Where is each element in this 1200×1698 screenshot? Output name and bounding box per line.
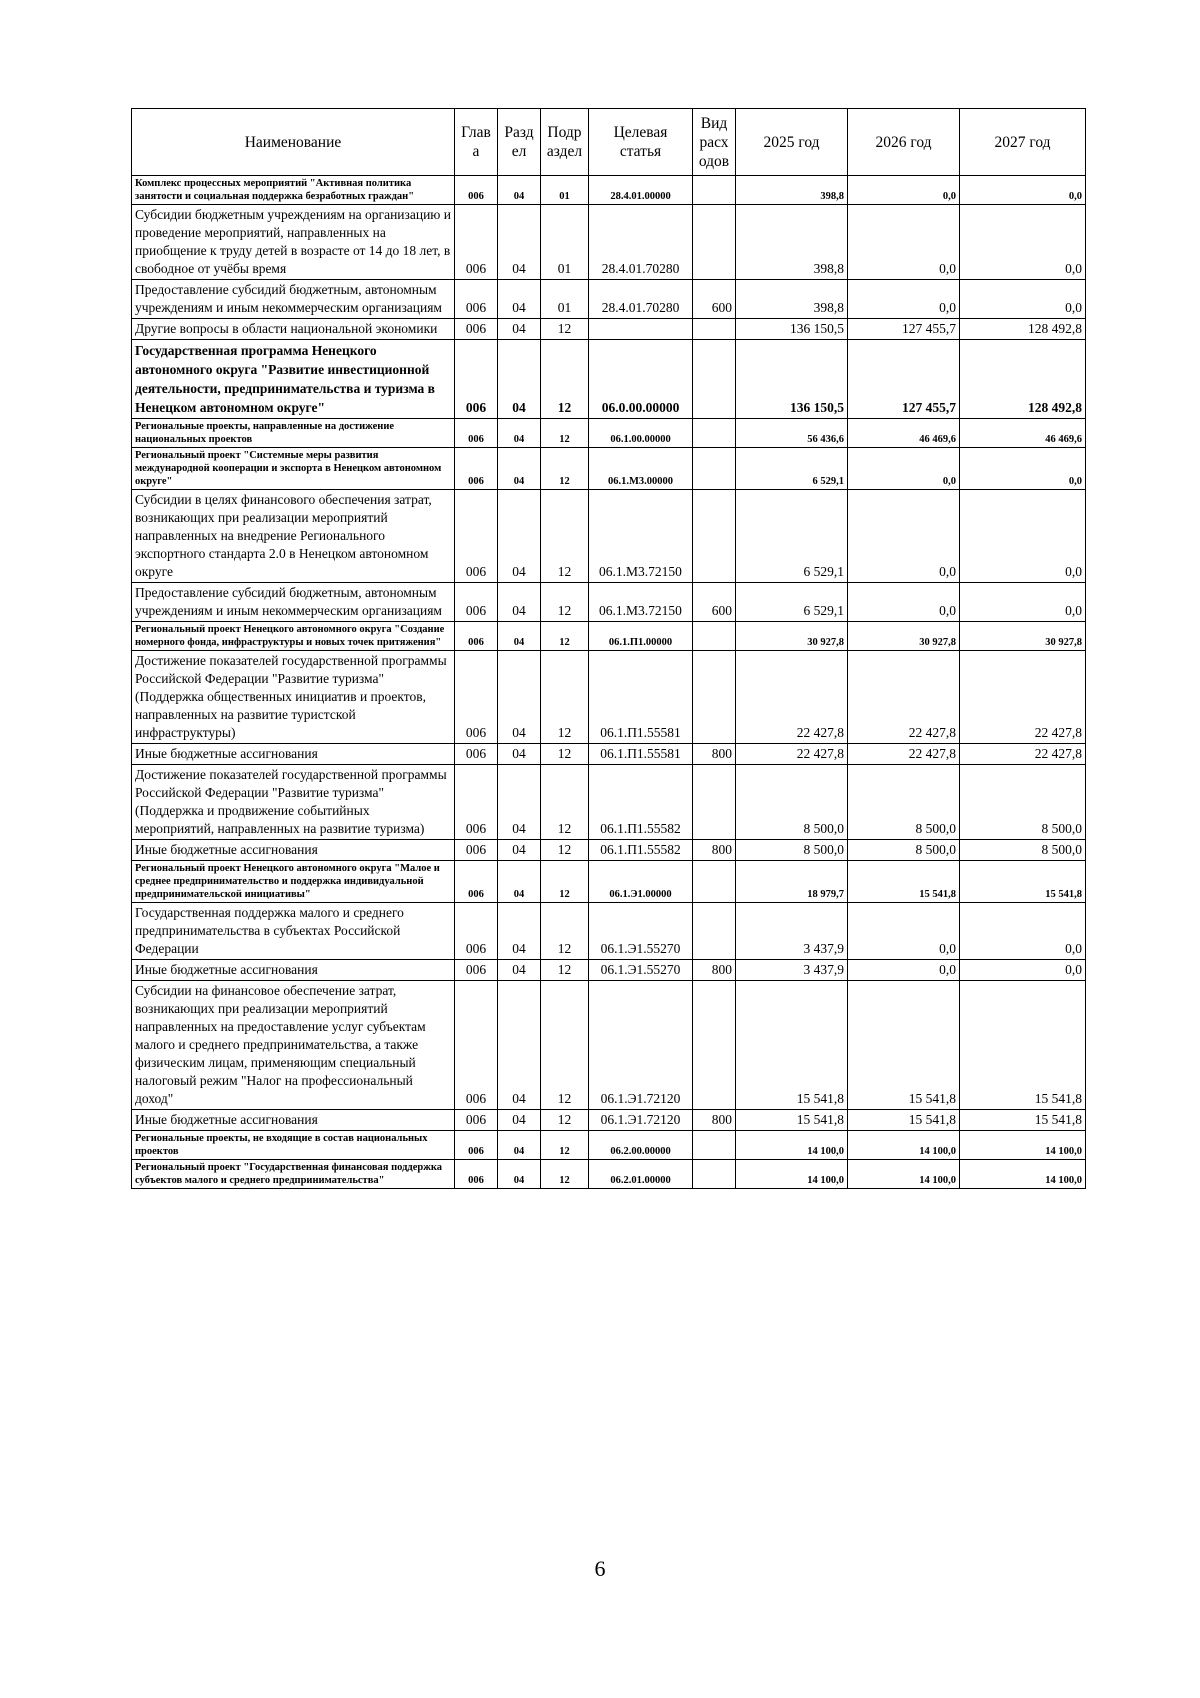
cell-2027: 14 100,0 [960,1160,1086,1189]
table-row [132,280,1086,319]
cell-2027: 22 427,8 [960,744,1086,765]
cell-glav: 006 [455,319,498,340]
cell-2026: 0,0 [848,176,960,205]
cell-glav: 006 [455,651,498,744]
cell-target: 06.1.М3.72150 [589,583,693,622]
cell-2025: 136 150,5 [736,340,848,419]
table-row [132,960,1086,981]
cell-name: Региональные проекты, направленные на достижение национальных проектов [132,419,455,448]
cell-podrazdel: 01 [541,280,589,319]
cell-vid [693,340,736,419]
cell-2026: 46 469,6 [848,419,960,448]
cell-podrazdel: 12 [541,1131,589,1160]
cell-vid [693,490,736,583]
cell-2026: 22 427,8 [848,651,960,744]
cell-name: Региональный проект Ненецкого автономного округа "Малое и среднее предпринимательство и поддержка индивидуальной предпринимательской инициативы" [132,861,455,903]
cell-name: Субсидии бюджетным учреждениям на организацию и проведение мероприятий, направленных на приобщение к труду детей в возрасте от 14 до 18 лет, в свободное от учёбы время [132,205,455,280]
table-row [132,744,1086,765]
cell-2027: 0,0 [960,205,1086,280]
table-row [132,490,1086,583]
budget-table-sheet [131,108,1085,1189]
cell-vid [693,861,736,903]
cell-target: 06.1.Э1.55270 [589,903,693,960]
table-body [132,176,1086,1189]
cell-2026: 15 541,8 [848,981,960,1110]
header-vid: Вид расх одов [693,109,736,176]
cell-target: 06.2.00.00000 [589,1131,693,1160]
cell-target: 06.1.П1.55582 [589,840,693,861]
cell-razdel: 04 [498,583,541,622]
cell-2025: 3 437,9 [736,903,848,960]
cell-2027: 0,0 [960,960,1086,981]
cell-name: Региональный проект "Системные меры развития международной кооперации и экспорта в Ненецком автономном округе" [132,448,455,490]
cell-vid [693,205,736,280]
table-row [132,176,1086,205]
cell-vid [693,319,736,340]
cell-2027: 15 541,8 [960,981,1086,1110]
cell-2027: 15 541,8 [960,1110,1086,1131]
cell-podrazdel: 12 [541,903,589,960]
header-name: Наименование [132,109,455,176]
cell-razdel: 04 [498,1160,541,1189]
cell-target: 06.1.П1.55581 [589,651,693,744]
cell-2026: 22 427,8 [848,744,960,765]
cell-name: Региональный проект Ненецкого автономного округа "Создание номерного фонда, инфраструктуры и новых точек притяжения" [132,622,455,651]
header-glav: Глав а [455,109,498,176]
header-podrazdel: Подр аздел [541,109,589,176]
cell-target: 06.1.Э1.00000 [589,861,693,903]
cell-2025: 22 427,8 [736,651,848,744]
cell-2027: 0,0 [960,583,1086,622]
cell-2027: 0,0 [960,448,1086,490]
cell-2025: 136 150,5 [736,319,848,340]
cell-podrazdel: 12 [541,744,589,765]
table-row [132,340,1086,419]
cell-target: 28.4.01.00000 [589,176,693,205]
cell-vid: 800 [693,840,736,861]
cell-2025: 18 979,7 [736,861,848,903]
cell-podrazdel: 12 [541,1160,589,1189]
cell-name: Региональный проект "Государственная финансовая поддержка субъектов малого и среднего предпринимательства" [132,1160,455,1189]
cell-glav: 006 [455,176,498,205]
cell-vid [693,176,736,205]
cell-2026: 8 500,0 [848,840,960,861]
cell-target [589,319,693,340]
cell-glav: 006 [455,340,498,419]
cell-razdel: 04 [498,319,541,340]
table-row [132,419,1086,448]
cell-razdel: 04 [498,205,541,280]
cell-target: 28.4.01.70280 [589,280,693,319]
cell-razdel: 04 [498,1131,541,1160]
cell-2027: 22 427,8 [960,651,1086,744]
cell-2026: 127 455,7 [848,319,960,340]
table-row [132,1131,1086,1160]
cell-vid [693,765,736,840]
cell-vid: 800 [693,1110,736,1131]
cell-2025: 398,8 [736,205,848,280]
cell-razdel: 04 [498,622,541,651]
table-row [132,622,1086,651]
cell-razdel: 04 [498,981,541,1110]
cell-target: 06.1.Э1.72120 [589,1110,693,1131]
cell-name: Государственная программа Ненецкого автономного округа "Развитие инвестиционной деятельности, предпринимательства и туризма в Ненецком автономном округе" [132,340,455,419]
cell-2026: 15 541,8 [848,861,960,903]
cell-2025: 6 529,1 [736,490,848,583]
cell-vid: 600 [693,583,736,622]
cell-2027: 0,0 [960,903,1086,960]
cell-name: Субсидии на финансовое обеспечение затрат, возникающих при реализации мероприятий направленных на предоставление услуг субъектам малого и среднего предпринимательства, а также физическим лицам, применяющим специальный налоговый режим "Налог на профессиональный доход" [132,981,455,1110]
cell-vid: 800 [693,960,736,981]
cell-2026: 127 455,7 [848,340,960,419]
cell-razdel: 04 [498,765,541,840]
header-razdel: Разд ел [498,109,541,176]
cell-vid [693,622,736,651]
table-row [132,981,1086,1110]
cell-podrazdel: 12 [541,765,589,840]
cell-razdel: 04 [498,340,541,419]
cell-podrazdel: 12 [541,622,589,651]
cell-glav: 006 [455,280,498,319]
cell-2026: 0,0 [848,280,960,319]
cell-glav: 006 [455,1160,498,1189]
cell-2027: 0,0 [960,176,1086,205]
table-row [132,840,1086,861]
cell-razdel: 04 [498,960,541,981]
cell-2025: 398,8 [736,176,848,205]
table-row [132,583,1086,622]
cell-vid: 600 [693,280,736,319]
cell-target: 06.1.П1.00000 [589,622,693,651]
cell-vid [693,1131,736,1160]
cell-glav: 006 [455,981,498,1110]
cell-name: Иные бюджетные ассигнования [132,1110,455,1131]
cell-glav: 006 [455,744,498,765]
cell-2027: 128 492,8 [960,319,1086,340]
cell-name: Достижение показателей государственной программы Российской Федерации "Развитие туризма" (Поддержка общественных инициатив и проектов, направленных на развитие туристской инфраструктуры) [132,651,455,744]
cell-2026: 0,0 [848,903,960,960]
cell-2027: 46 469,6 [960,419,1086,448]
cell-2025: 22 427,8 [736,744,848,765]
cell-2025: 6 529,1 [736,583,848,622]
cell-razdel: 04 [498,903,541,960]
cell-2026: 14 100,0 [848,1131,960,1160]
cell-podrazdel: 12 [541,490,589,583]
table-row [132,903,1086,960]
cell-glav: 006 [455,1131,498,1160]
cell-glav: 006 [455,903,498,960]
cell-2025: 14 100,0 [736,1160,848,1189]
cell-razdel: 04 [498,448,541,490]
cell-2027: 8 500,0 [960,765,1086,840]
cell-razdel: 04 [498,280,541,319]
cell-podrazdel: 12 [541,319,589,340]
cell-glav: 006 [455,490,498,583]
cell-vid [693,1160,736,1189]
cell-vid [693,419,736,448]
cell-2027: 8 500,0 [960,840,1086,861]
cell-glav: 006 [455,1110,498,1131]
cell-2025: 8 500,0 [736,840,848,861]
table-row [132,861,1086,903]
cell-2026: 8 500,0 [848,765,960,840]
cell-podrazdel: 12 [541,448,589,490]
cell-name: Иные бюджетные ассигнования [132,840,455,861]
cell-2025: 15 541,8 [736,1110,848,1131]
cell-name: Другие вопросы в области национальной экономики [132,319,455,340]
table-row [132,205,1086,280]
cell-name: Иные бюджетные ассигнования [132,744,455,765]
cell-2026: 0,0 [848,583,960,622]
cell-2025: 14 100,0 [736,1131,848,1160]
cell-razdel: 04 [498,651,541,744]
cell-glav: 006 [455,205,498,280]
cell-2025: 56 436,6 [736,419,848,448]
cell-podrazdel: 12 [541,340,589,419]
cell-razdel: 04 [498,176,541,205]
cell-2027: 15 541,8 [960,861,1086,903]
cell-2025: 3 437,9 [736,960,848,981]
cell-podrazdel: 01 [541,176,589,205]
cell-2027: 30 927,8 [960,622,1086,651]
cell-2025: 15 541,8 [736,981,848,1110]
cell-podrazdel: 12 [541,651,589,744]
cell-glav: 006 [455,840,498,861]
cell-target: 06.1.П1.55581 [589,744,693,765]
cell-vid [693,448,736,490]
cell-podrazdel: 01 [541,205,589,280]
table-row [132,1160,1086,1189]
cell-target: 28.4.01.70280 [589,205,693,280]
cell-podrazdel: 12 [541,840,589,861]
cell-podrazdel: 12 [541,981,589,1110]
cell-name: Государственная поддержка малого и среднего предпринимательства в субъектах Российской Федерации [132,903,455,960]
header-2027: 2027 год [960,109,1086,176]
cell-2026: 0,0 [848,448,960,490]
cell-2027: 14 100,0 [960,1131,1086,1160]
cell-podrazdel: 12 [541,1110,589,1131]
cell-razdel: 04 [498,744,541,765]
cell-vid: 800 [693,744,736,765]
cell-2026: 0,0 [848,490,960,583]
cell-2025: 398,8 [736,280,848,319]
cell-2025: 6 529,1 [736,448,848,490]
cell-glav: 006 [455,960,498,981]
cell-razdel: 04 [498,1110,541,1131]
cell-podrazdel: 12 [541,583,589,622]
cell-razdel: 04 [498,861,541,903]
cell-2026: 0,0 [848,960,960,981]
cell-name: Региональные проекты, не входящие в состав национальных проектов [132,1131,455,1160]
cell-name: Предоставление субсидий бюджетным, автономным учреждениям и иным некоммерческим организациям [132,280,455,319]
cell-name: Комплекс процессных мероприятий "Активная политика занятости и социальная поддержка безработных граждан" [132,176,455,205]
cell-target: 06.2.01.00000 [589,1160,693,1189]
header-2026: 2026 год [848,109,960,176]
cell-glav: 006 [455,448,498,490]
table-row [132,1110,1086,1131]
cell-target: 06.1.П1.55582 [589,765,693,840]
cell-glav: 006 [455,419,498,448]
table-row [132,319,1086,340]
cell-2026: 14 100,0 [848,1160,960,1189]
cell-target: 06.1.Э1.72120 [589,981,693,1110]
cell-2026: 30 927,8 [848,622,960,651]
cell-2025: 30 927,8 [736,622,848,651]
cell-name: Субсидии в целях финансового обеспечения затрат, возникающих при реализации мероприятий направленных на внедрение Регионального экспортного стандарта 2.0 в Ненецком автономном округе [132,490,455,583]
cell-2027: 0,0 [960,490,1086,583]
cell-podrazdel: 12 [541,861,589,903]
cell-name: Предоставление субсидий бюджетным, автономным учреждениям и иным некоммерческим организациям [132,583,455,622]
cell-vid [693,903,736,960]
cell-name: Иные бюджетные ассигнования [132,960,455,981]
cell-target: 06.1.М3.72150 [589,490,693,583]
cell-razdel: 04 [498,490,541,583]
cell-vid [693,651,736,744]
cell-glav: 006 [455,622,498,651]
table-row [132,765,1086,840]
cell-target: 06.1.00.00000 [589,419,693,448]
cell-name: Достижение показателей государственной программы Российской Федерации "Развитие туризма" (Поддержка и продвижение событийных мероприятий, направленных на развитие туризма) [132,765,455,840]
cell-glav: 006 [455,583,498,622]
cell-podrazdel: 12 [541,419,589,448]
cell-target: 06.0.00.00000 [589,340,693,419]
cell-glav: 006 [455,765,498,840]
cell-vid [693,981,736,1110]
cell-podrazdel: 12 [541,960,589,981]
header-2025: 2025 год [736,109,848,176]
cell-2026: 0,0 [848,205,960,280]
budget-table [131,108,1086,1189]
cell-2027: 0,0 [960,280,1086,319]
header-target: Целевая статья [589,109,693,176]
cell-target: 06.1.Э1.55270 [589,960,693,981]
cell-razdel: 04 [498,840,541,861]
cell-2026: 15 541,8 [848,1110,960,1131]
cell-razdel: 04 [498,419,541,448]
table-row [132,448,1086,490]
cell-2025: 8 500,0 [736,765,848,840]
table-row [132,651,1086,744]
cell-2027: 128 492,8 [960,340,1086,419]
page-number: 6 [594,1556,606,1581]
table-header-row [132,109,1086,176]
cell-glav: 006 [455,861,498,903]
cell-target: 06.1.М3.00000 [589,448,693,490]
